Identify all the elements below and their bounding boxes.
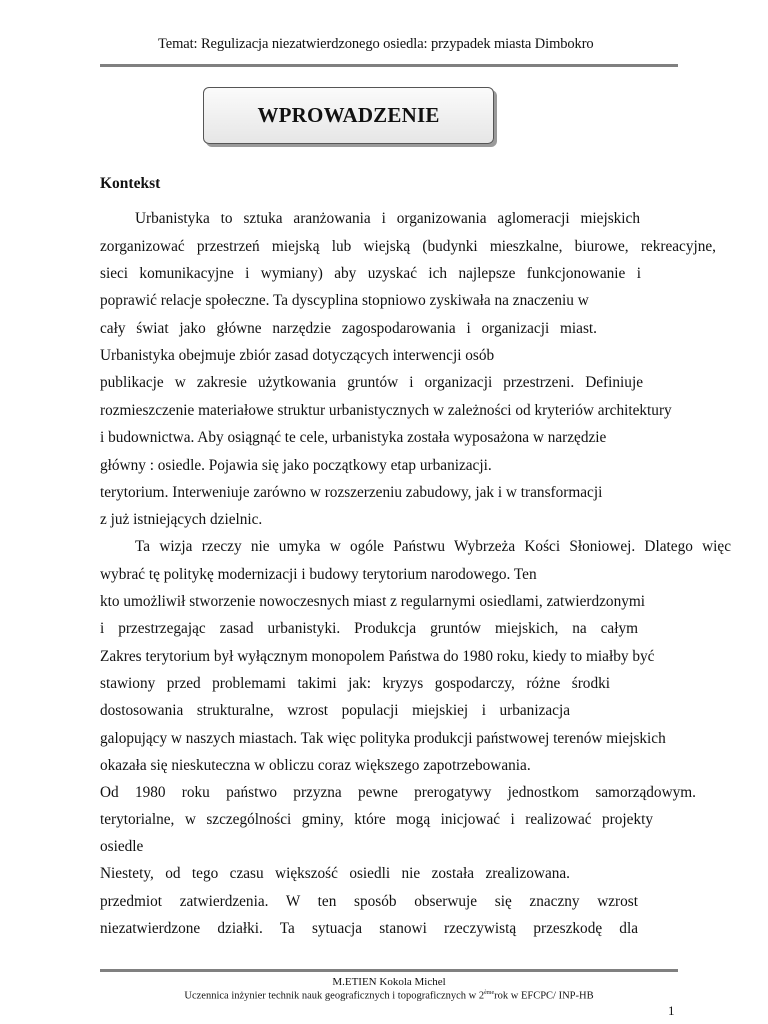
page-number: 1 — [668, 1003, 675, 1018]
footer-subtitle-suffix: rok w EFCPC/ INP-HB — [494, 990, 594, 1002]
text-line: cały świat jako główne narzędzie zagospodarowania i organizacji miast. — [100, 320, 597, 337]
text-line: terytorium. Interweniuje zarówno w rozszerzeniu zabudowy, jak i w transformacji — [100, 484, 603, 501]
text-line: kto umożliwił stworzenie nowoczesnych miast z regularnymi osiedlami, zatwierdzonymi — [100, 593, 646, 610]
header-rule — [100, 64, 678, 67]
section-heading: Kontekst — [100, 175, 161, 192]
header-topic: Temat: Regulizacja niezatwierdzonego osiedla: przypadek miasta Dimbokro — [158, 36, 594, 52]
text-line: galopujący w naszych miastach. Tak więc polityka produkcji państwowej terenów miejskich — [100, 730, 666, 747]
text-line: Zakres terytorium był wyłącznym monopolem Państwa do 1980 roku, kiedy to miałby być — [100, 648, 655, 665]
footer-subtitle — [100, 990, 678, 1002]
text-line: Od 1980 roku państwo przyzna pewne prerogatywy jednostkom samorządowym. — [100, 784, 696, 801]
footer-subtitle-superscript: ème — [484, 990, 495, 996]
text-line: dostosowania strukturalne, wzrost populacji miejskiej i urbanizacja — [100, 702, 570, 719]
text-line: publikacje w zakresie użytkowania gruntów i organizacji przestrzeni. Definiuje — [100, 374, 643, 391]
text-line: wybrać tę politykę modernizacji i budowy terytorium narodowego. Ten — [100, 566, 537, 583]
text-line: zorganizować przestrzeń miejską lub wiejską (budynki mieszkalne, biurowe, rekreacyjne, — [100, 238, 716, 255]
footer-rule — [100, 969, 678, 972]
text-line: Ta wizja rzeczy nie umyka w ogóle Państwu Wybrzeża Kości Słoniowej. Dlatego więc — [135, 538, 731, 555]
text-line: poprawić relacje społeczne. Ta dyscyplina stopniowo zyskiwała na znaczeniu w — [100, 292, 589, 309]
text-line: główny : osiedle. Pojawia się jako początkowy etap urbanizacji. — [100, 457, 492, 474]
text-line: stawiony przed problemami takimi jak: kryzys gospodarczy, różne środki — [100, 675, 610, 692]
text-line: Niestety, od tego czasu większość osiedli nie została zrealizowana. — [100, 865, 570, 882]
text-line: niezatwierdzone działki. Ta sytuacja stanowi rzeczywistą przeszkodę dla — [100, 920, 638, 937]
text-line: z już istniejących dzielnic. — [100, 511, 263, 528]
text-line: Urbanistyka obejmuje zbiór zasad dotyczących interwencji osób — [100, 347, 495, 364]
text-line: osiedle — [100, 838, 144, 855]
text-line: terytorialne, w szczególności gminy, które mogą inicjować i realizować projekty — [100, 811, 653, 828]
text-line: przedmiot zatwierdzenia. W ten sposób obserwuje się znaczny wzrost — [100, 893, 638, 910]
text-line: Urbanistyka to sztuka aranżowania i organizowania aglomeracji miejskich — [135, 210, 640, 227]
title-box — [203, 87, 494, 144]
footer-author: M.ETIEN Kokola Michel — [332, 976, 446, 988]
footer-subtitle-text: Uczennica inżynier technik nauk geograficznych i topograficznych w 2 — [184, 990, 485, 1002]
text-line: okazała się nieskuteczna w obliczu coraz większego zapotrzebowania. — [100, 757, 531, 774]
page-title: WPROWADZENIE — [257, 103, 440, 127]
text-line: rozmieszczenie materiałowe struktur urbanistycznych w zależności od kryteriów architektury — [100, 402, 672, 419]
text-line: i przestrzegając zasad urbanistyki. Produkcja gruntów miejskich, na całym — [100, 620, 638, 637]
text-line: sieci komunikacyjne i wymiany) aby uzyskać ich najlepsze funkcjonowanie i — [100, 265, 641, 282]
text-line: i budownictwa. Aby osiągnąć te cele, urbanistyka została wyposażona w narzędzie — [100, 429, 607, 446]
